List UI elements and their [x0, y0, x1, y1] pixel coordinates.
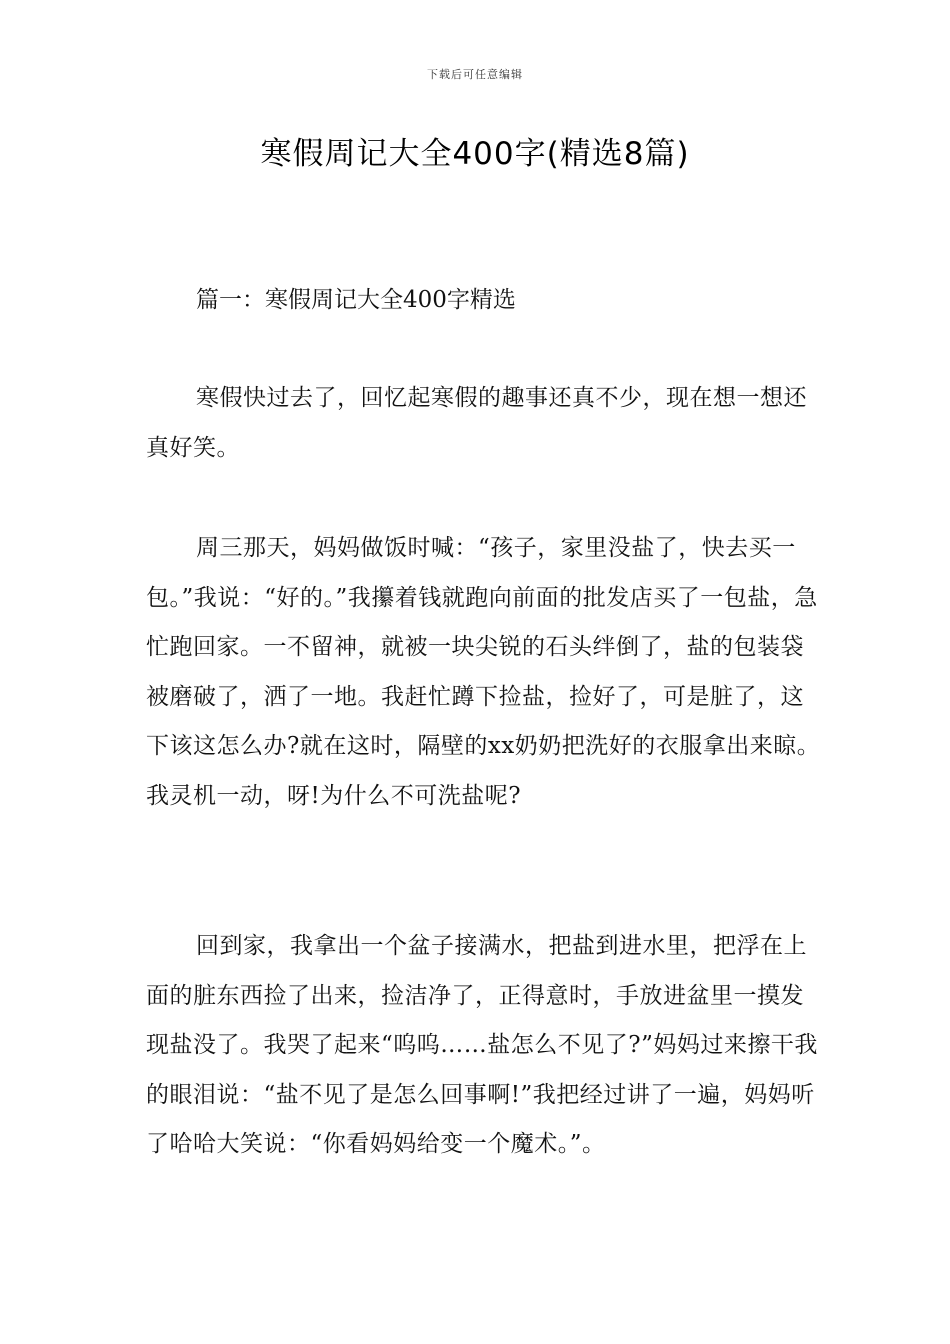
paragraph: 寒假快过去了，回忆起寒假的趣事还真不少，现在想一想还真好笑。	[146, 385, 807, 461]
paragraph: 周三那天，妈妈做饭时喊：“孩子，家里没盐了，快去买一包。”我说：“好的。”我攥着钱就跑向前面的批发店买了一包盐，急忙跑回家。一不留神，就被一块尖锐的石头绊倒了，盐的包装袋被磨破了，洒了一地。我赶忙蹲下捡盐，捡好了，可是脏了，这下该这怎么办?就在这时，隔壁的xx奶奶把洗好的衣服拿出来晾。我灵机一动，呀!为什么不可洗盐呢?	[146, 535, 821, 809]
paragraph: 回到家，我拿出一个盆子接满水，把盐到进水里，把浮在上面的脏东西捡了出来，捡洁净了，正得意时，手放进盆里一摸发现盐没了。我哭了起来“呜呜……盐怎么不见了?”妈妈过来擦干我的眼泪说：“盐不见了是怎么回事啊!”我把经过讲了一遍，妈妈听了哈哈大笑说：“你看妈妈给变一个魔术。”。	[146, 933, 818, 1157]
header-note: 下载后可任意编辑	[427, 68, 523, 81]
document-title: 寒假周记大全400字(精选8篇)	[260, 136, 690, 172]
section-heading: 篇一：寒假周记大全400字精选	[196, 287, 516, 313]
